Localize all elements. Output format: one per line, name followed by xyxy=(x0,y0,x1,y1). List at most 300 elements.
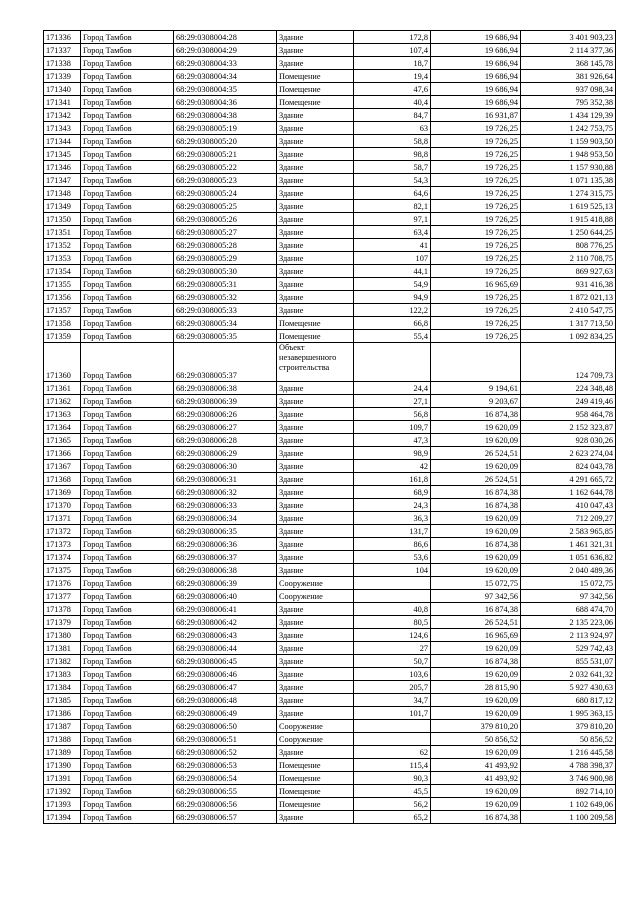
specific-value-cell: 16 874,38 xyxy=(431,499,521,512)
table-row xyxy=(44,460,616,473)
object-type-cell: Здание xyxy=(277,122,354,135)
area-cell: 47,3 xyxy=(354,434,431,447)
cadastral-value-cell: 937 098,34 xyxy=(521,83,616,96)
table-row xyxy=(44,252,616,265)
locality-cell: Город Тамбов xyxy=(81,252,174,265)
specific-value-cell: 26 524,51 xyxy=(431,473,521,486)
table-row xyxy=(44,733,616,746)
table-row xyxy=(44,486,616,499)
area-cell: 68,9 xyxy=(354,486,431,499)
object-type-cell: Здание xyxy=(277,551,354,564)
locality-cell: Город Тамбов xyxy=(81,746,174,759)
specific-value-cell: 19 620,09 xyxy=(431,798,521,811)
specific-value-cell: 19 726,25 xyxy=(431,174,521,187)
cadastral-value-cell: 97 342,56 xyxy=(521,590,616,603)
table-row xyxy=(44,525,616,538)
cadastral-value-cell: 2 110 708,75 xyxy=(521,252,616,265)
locality-cell: Город Тамбов xyxy=(81,31,174,44)
cadastral-value-cell: 931 416,38 xyxy=(521,278,616,291)
object-type-cell: Здание xyxy=(277,434,354,447)
object-type-cell: Здание xyxy=(277,616,354,629)
cadastral-number-cell: 68:29:0308006:36 xyxy=(174,538,277,551)
cadastral-number-cell: 68:29:0308005:26 xyxy=(174,213,277,226)
locality-cell: Город Тамбов xyxy=(81,382,174,395)
row-number-cell: 171368 xyxy=(44,473,81,486)
object-type-cell: Здание xyxy=(277,746,354,759)
locality-cell: Город Тамбов xyxy=(81,278,174,291)
specific-value-cell: 19 620,09 xyxy=(431,551,521,564)
specific-value-cell: 16 965,69 xyxy=(431,629,521,642)
object-type-cell: Здание xyxy=(277,31,354,44)
area-cell: 58,8 xyxy=(354,135,431,148)
locality-cell: Город Тамбов xyxy=(81,174,174,187)
cadastral-number-cell: 68:29:0308006:39 xyxy=(174,395,277,408)
locality-cell: Город Тамбов xyxy=(81,187,174,200)
row-number-cell: 171375 xyxy=(44,564,81,577)
cadastral-number-cell: 68:29:0308006:57 xyxy=(174,811,277,824)
object-type-cell: Здание xyxy=(277,603,354,616)
cadastral-value-cell: 1 092 834,25 xyxy=(521,330,616,343)
cadastral-number-cell: 68:29:0308005:32 xyxy=(174,291,277,304)
row-number-cell: 171347 xyxy=(44,174,81,187)
cadastral-value-cell: 1 051 636,82 xyxy=(521,551,616,564)
cadastral-number-cell: 68:29:0308006:29 xyxy=(174,447,277,460)
cadastral-number-cell: 68:29:0308005:25 xyxy=(174,200,277,213)
specific-value-cell: 19 620,09 xyxy=(431,785,521,798)
cadastral-value-cell: 1 250 644,25 xyxy=(521,226,616,239)
specific-value-cell: 19 686,94 xyxy=(431,31,521,44)
object-type-cell: Здание xyxy=(277,252,354,265)
area-cell: 58,7 xyxy=(354,161,431,174)
specific-value-cell: 19 620,09 xyxy=(431,642,521,655)
specific-value-cell: 19 620,09 xyxy=(431,434,521,447)
cadastral-value-cell: 368 145,78 xyxy=(521,57,616,70)
table-row xyxy=(44,317,616,330)
area-cell: 24,3 xyxy=(354,499,431,512)
object-type-cell: Здание xyxy=(277,564,354,577)
cadastral-number-cell: 68:29:0308004:38 xyxy=(174,109,277,122)
table-row xyxy=(44,655,616,668)
row-number-cell: 171386 xyxy=(44,707,81,720)
cadastral-number-cell: 68:29:0308006:33 xyxy=(174,499,277,512)
locality-cell: Город Тамбов xyxy=(81,538,174,551)
area-cell: 27,1 xyxy=(354,395,431,408)
table-row xyxy=(44,148,616,161)
area-cell: 50,7 xyxy=(354,655,431,668)
object-type-cell: Здание xyxy=(277,460,354,473)
table-row xyxy=(44,668,616,681)
row-number-cell: 171387 xyxy=(44,720,81,733)
object-type-cell: Здание xyxy=(277,148,354,161)
specific-value-cell: 19 726,25 xyxy=(431,239,521,252)
object-type-cell: Здание xyxy=(277,278,354,291)
object-type-cell: Здание xyxy=(277,265,354,278)
specific-value-cell: 50 856,52 xyxy=(431,733,521,746)
object-type-cell: Здание xyxy=(277,291,354,304)
cadastral-number-cell: 68:29:0308006:55 xyxy=(174,785,277,798)
cadastral-number-cell: 68:29:0308004:36 xyxy=(174,96,277,109)
table-row xyxy=(44,382,616,395)
cadastral-number-cell: 68:29:0308006:46 xyxy=(174,668,277,681)
row-number-cell: 171345 xyxy=(44,148,81,161)
table-row xyxy=(44,590,616,603)
object-type-cell: Здание xyxy=(277,629,354,642)
table-row xyxy=(44,772,616,785)
cadastral-value-cell: 928 030,26 xyxy=(521,434,616,447)
specific-value-cell: 28 815,90 xyxy=(431,681,521,694)
specific-value-cell: 19 686,94 xyxy=(431,44,521,57)
specific-value-cell: 19 686,94 xyxy=(431,83,521,96)
cadastral-number-cell: 68:29:0308005:24 xyxy=(174,187,277,200)
table-row xyxy=(44,161,616,174)
area-cell: 44,1 xyxy=(354,265,431,278)
row-number-cell: 171367 xyxy=(44,460,81,473)
locality-cell: Город Тамбов xyxy=(81,694,174,707)
row-number-cell: 171360 xyxy=(44,343,81,382)
specific-value-cell: 19 726,25 xyxy=(431,265,521,278)
locality-cell: Город Тамбов xyxy=(81,148,174,161)
specific-value-cell: 16 874,38 xyxy=(431,486,521,499)
cadastral-value-cell: 892 714,10 xyxy=(521,785,616,798)
table-row xyxy=(44,681,616,694)
cadastral-number-cell: 68:29:0308006:52 xyxy=(174,746,277,759)
object-type-cell: Здание xyxy=(277,486,354,499)
locality-cell: Город Тамбов xyxy=(81,200,174,213)
area-cell: 86,6 xyxy=(354,538,431,551)
cadastral-value-cell: 224 348,48 xyxy=(521,382,616,395)
object-type-cell: Здание xyxy=(277,226,354,239)
specific-value-cell: 16 874,38 xyxy=(431,655,521,668)
object-type-cell: Здание xyxy=(277,239,354,252)
area-cell: 115,4 xyxy=(354,759,431,772)
area-cell: 27 xyxy=(354,642,431,655)
object-type-cell: Объект незавершенного строительства xyxy=(277,343,354,382)
row-number-cell: 171384 xyxy=(44,681,81,694)
specific-value-cell: 19 726,25 xyxy=(431,226,521,239)
locality-cell: Город Тамбов xyxy=(81,434,174,447)
cadastral-value-cell: 855 531,07 xyxy=(521,655,616,668)
locality-cell: Город Тамбов xyxy=(81,460,174,473)
cadastral-value-cell: 1 915 418,88 xyxy=(521,213,616,226)
area-cell: 94,9 xyxy=(354,291,431,304)
area-cell xyxy=(354,720,431,733)
object-type-cell: Здание xyxy=(277,395,354,408)
object-type-cell: Здание xyxy=(277,109,354,122)
cadastral-value-cell: 50 856,52 xyxy=(521,733,616,746)
table-row xyxy=(44,694,616,707)
table-row xyxy=(44,759,616,772)
object-type-cell: Здание xyxy=(277,44,354,57)
cadastral-value-cell: 249 419,46 xyxy=(521,395,616,408)
object-type-cell: Сооружение xyxy=(277,577,354,590)
object-type-cell: Здание xyxy=(277,642,354,655)
area-cell: 54,3 xyxy=(354,174,431,187)
cadastral-value-cell: 824 043,78 xyxy=(521,460,616,473)
specific-value-cell: 9 194,61 xyxy=(431,382,521,395)
cadastral-number-cell: 68:29:0308004:28 xyxy=(174,31,277,44)
object-type-cell: Здание xyxy=(277,655,354,668)
locality-cell: Город Тамбов xyxy=(81,447,174,460)
object-type-cell: Здание xyxy=(277,174,354,187)
specific-value-cell: 19 726,25 xyxy=(431,135,521,148)
cadastral-number-cell: 68:29:0308005:23 xyxy=(174,174,277,187)
cadastral-value-cell: 2 113 924,97 xyxy=(521,629,616,642)
cadastral-number-cell: 68:29:0308006:30 xyxy=(174,460,277,473)
locality-cell: Город Тамбов xyxy=(81,44,174,57)
cadastral-value-cell: 2 152 323,87 xyxy=(521,421,616,434)
locality-cell: Город Тамбов xyxy=(81,668,174,681)
row-number-cell: 171356 xyxy=(44,291,81,304)
object-type-cell: Здание xyxy=(277,187,354,200)
locality-cell: Город Тамбов xyxy=(81,408,174,421)
locality-cell: Город Тамбов xyxy=(81,161,174,174)
table-row xyxy=(44,226,616,239)
cadastral-value-cell: 3 746 900,98 xyxy=(521,772,616,785)
cadastral-number-cell: 68:29:0308006:35 xyxy=(174,525,277,538)
row-number-cell: 171390 xyxy=(44,759,81,772)
row-number-cell: 171346 xyxy=(44,161,81,174)
table-row xyxy=(44,31,616,44)
specific-value-cell: 26 524,51 xyxy=(431,616,521,629)
specific-value-cell: 19 726,25 xyxy=(431,200,521,213)
row-number-cell: 171361 xyxy=(44,382,81,395)
cadastral-value-cell: 869 927,63 xyxy=(521,265,616,278)
cadastral-value-cell: 1 872 021,13 xyxy=(521,291,616,304)
object-type-cell: Здание xyxy=(277,473,354,486)
specific-value-cell: 19 726,25 xyxy=(431,330,521,343)
cadastral-value-cell: 2 583 965,85 xyxy=(521,525,616,538)
table-row xyxy=(44,343,616,382)
area-cell: 19,4 xyxy=(354,70,431,83)
row-number-cell: 171369 xyxy=(44,486,81,499)
cadastral-value-cell: 795 352,38 xyxy=(521,96,616,109)
specific-value-cell: 16 874,38 xyxy=(431,538,521,551)
specific-value-cell: 19 726,25 xyxy=(431,213,521,226)
row-number-cell: 171344 xyxy=(44,135,81,148)
table-row xyxy=(44,603,616,616)
object-type-cell: Помещение xyxy=(277,317,354,330)
locality-cell: Город Тамбов xyxy=(81,759,174,772)
cadastral-value-cell: 1 434 129,39 xyxy=(521,109,616,122)
cadastral-value-cell: 3 401 903,23 xyxy=(521,31,616,44)
area-cell: 101,7 xyxy=(354,707,431,720)
cadastral-number-cell: 68:29:0308006:37 xyxy=(174,551,277,564)
area-cell xyxy=(354,577,431,590)
row-number-cell: 171351 xyxy=(44,226,81,239)
cadastral-number-cell: 68:29:0308006:27 xyxy=(174,421,277,434)
specific-value-cell: 19 620,09 xyxy=(431,694,521,707)
cadastral-value-cell: 958 464,78 xyxy=(521,408,616,421)
locality-cell: Город Тамбов xyxy=(81,395,174,408)
locality-cell: Город Тамбов xyxy=(81,733,174,746)
cadastral-number-cell: 68:29:0308006:31 xyxy=(174,473,277,486)
cadastral-value-cell: 1 619 525,13 xyxy=(521,200,616,213)
cadastral-number-cell: 68:29:0308006:56 xyxy=(174,798,277,811)
cadastral-number-cell: 68:29:0308005:27 xyxy=(174,226,277,239)
table-row xyxy=(44,213,616,226)
row-number-cell: 171381 xyxy=(44,642,81,655)
specific-value-cell: 19 726,25 xyxy=(431,317,521,330)
cadastral-number-cell: 68:29:0308005:33 xyxy=(174,304,277,317)
specific-value-cell: 379 810,20 xyxy=(431,720,521,733)
area-cell xyxy=(354,733,431,746)
cadastral-value-cell: 1 071 135,38 xyxy=(521,174,616,187)
cadastral-value-cell: 4 788 398,37 xyxy=(521,759,616,772)
row-number-cell: 171382 xyxy=(44,655,81,668)
specific-value-cell: 26 524,51 xyxy=(431,447,521,460)
table-row xyxy=(44,720,616,733)
row-number-cell: 171339 xyxy=(44,70,81,83)
object-type-cell: Сооружение xyxy=(277,733,354,746)
row-number-cell: 171393 xyxy=(44,798,81,811)
locality-cell: Город Тамбов xyxy=(81,70,174,83)
locality-cell: Город Тамбов xyxy=(81,551,174,564)
object-type-cell: Здание xyxy=(277,135,354,148)
row-number-cell: 171379 xyxy=(44,616,81,629)
object-type-cell: Здание xyxy=(277,304,354,317)
area-cell: 107,4 xyxy=(354,44,431,57)
object-type-cell: Здание xyxy=(277,668,354,681)
row-number-cell: 171352 xyxy=(44,239,81,252)
specific-value-cell: 19 686,94 xyxy=(431,70,521,83)
cadastral-value-cell: 2 410 547,75 xyxy=(521,304,616,317)
table-row xyxy=(44,629,616,642)
table-row xyxy=(44,616,616,629)
cadastral-value-cell: 5 927 430,63 xyxy=(521,681,616,694)
table-row xyxy=(44,330,616,343)
cadastral-value-cell: 379 810,20 xyxy=(521,720,616,733)
table-row xyxy=(44,187,616,200)
row-number-cell: 171353 xyxy=(44,252,81,265)
object-type-cell: Помещение xyxy=(277,759,354,772)
object-type-cell: Сооружение xyxy=(277,590,354,603)
area-cell: 84,7 xyxy=(354,109,431,122)
cadastral-value-cell: 1 159 903,50 xyxy=(521,135,616,148)
area-cell: 24,4 xyxy=(354,382,431,395)
cadastral-value-cell: 4 291 665,72 xyxy=(521,473,616,486)
table-row xyxy=(44,278,616,291)
table-row xyxy=(44,304,616,317)
area-cell: 63 xyxy=(354,122,431,135)
cadastral-number-cell: 68:29:0308005:21 xyxy=(174,148,277,161)
area-cell: 54,9 xyxy=(354,278,431,291)
object-type-cell: Помещение xyxy=(277,798,354,811)
table-row xyxy=(44,200,616,213)
object-type-cell: Здание xyxy=(277,538,354,551)
cadastral-number-cell: 68:29:0308006:34 xyxy=(174,512,277,525)
cadastral-value-cell: 1 100 209,58 xyxy=(521,811,616,824)
specific-value-cell: 41 493,92 xyxy=(431,772,521,785)
table-row xyxy=(44,447,616,460)
area-cell: 41 xyxy=(354,239,431,252)
cadastral-number-cell: 68:29:0308005:20 xyxy=(174,135,277,148)
area-cell: 122,2 xyxy=(354,304,431,317)
cadastral-number-cell: 68:29:0308006:44 xyxy=(174,642,277,655)
specific-value-cell: 19 726,25 xyxy=(431,252,521,265)
specific-value-cell: 19 726,25 xyxy=(431,122,521,135)
area-cell: 80,5 xyxy=(354,616,431,629)
specific-value-cell: 16 874,38 xyxy=(431,811,521,824)
cadastral-value-cell: 1 317 713,50 xyxy=(521,317,616,330)
object-type-cell: Помещение xyxy=(277,96,354,109)
specific-value-cell: 41 493,92 xyxy=(431,759,521,772)
row-number-cell: 171373 xyxy=(44,538,81,551)
specific-value-cell: 19 620,09 xyxy=(431,564,521,577)
specific-value-cell: 19 726,25 xyxy=(431,161,521,174)
cadastral-number-cell: 68:29:0308005:34 xyxy=(174,317,277,330)
area-cell: 66,8 xyxy=(354,317,431,330)
cadastral-number-cell: 68:29:0308004:29 xyxy=(174,44,277,57)
cadastral-number-cell: 68:29:0308006:48 xyxy=(174,694,277,707)
area-cell: 63,4 xyxy=(354,226,431,239)
object-type-cell: Помещение xyxy=(277,772,354,785)
cadastral-value-cell: 1 157 930,88 xyxy=(521,161,616,174)
cadastral-value-cell: 1 995 363,15 xyxy=(521,707,616,720)
row-number-cell: 171358 xyxy=(44,317,81,330)
object-type-cell: Здание xyxy=(277,382,354,395)
locality-cell: Город Тамбов xyxy=(81,603,174,616)
specific-value-cell: 16 874,38 xyxy=(431,603,521,616)
table-row xyxy=(44,707,616,720)
locality-cell: Город Тамбов xyxy=(81,96,174,109)
locality-cell: Город Тамбов xyxy=(81,655,174,668)
table-row xyxy=(44,434,616,447)
table-row xyxy=(44,122,616,135)
cadastral-value-cell: 680 817,12 xyxy=(521,694,616,707)
cadastral-value-cell: 1 948 953,50 xyxy=(521,148,616,161)
specific-value-cell xyxy=(431,343,521,382)
table-row xyxy=(44,265,616,278)
cadastral-value-cell: 381 926,64 xyxy=(521,70,616,83)
object-type-cell: Здание xyxy=(277,694,354,707)
locality-cell: Город Тамбов xyxy=(81,83,174,96)
table-row xyxy=(44,395,616,408)
locality-cell: Город Тамбов xyxy=(81,798,174,811)
table-row xyxy=(44,83,616,96)
cadastral-number-cell: 68:29:0308006:51 xyxy=(174,733,277,746)
locality-cell: Город Тамбов xyxy=(81,499,174,512)
row-number-cell: 171383 xyxy=(44,668,81,681)
row-number-cell: 171389 xyxy=(44,746,81,759)
area-cell: 109,7 xyxy=(354,421,431,434)
locality-cell: Город Тамбов xyxy=(81,213,174,226)
table-row xyxy=(44,499,616,512)
row-number-cell: 171385 xyxy=(44,694,81,707)
table-row xyxy=(44,408,616,421)
table-body xyxy=(44,31,616,824)
cadastral-value-cell: 2 135 223,06 xyxy=(521,616,616,629)
cadastral-value-cell: 1 274 315,75 xyxy=(521,187,616,200)
cadastral-number-cell: 68:29:0308006:38 xyxy=(174,564,277,577)
row-number-cell: 171377 xyxy=(44,590,81,603)
object-type-cell: Помещение xyxy=(277,70,354,83)
locality-cell: Город Тамбов xyxy=(81,421,174,434)
area-cell: 82,1 xyxy=(354,200,431,213)
object-type-cell: Здание xyxy=(277,213,354,226)
object-type-cell: Помещение xyxy=(277,785,354,798)
locality-cell: Город Тамбов xyxy=(81,57,174,70)
table-row xyxy=(44,811,616,824)
row-number-cell: 171336 xyxy=(44,31,81,44)
locality-cell: Город Тамбов xyxy=(81,707,174,720)
row-number-cell: 171355 xyxy=(44,278,81,291)
cadastral-number-cell: 68:29:0308006:45 xyxy=(174,655,277,668)
cadastral-number-cell: 68:29:0308006:28 xyxy=(174,434,277,447)
row-number-cell: 171357 xyxy=(44,304,81,317)
table-row xyxy=(44,473,616,486)
area-cell: 45,5 xyxy=(354,785,431,798)
object-type-cell: Здание xyxy=(277,512,354,525)
